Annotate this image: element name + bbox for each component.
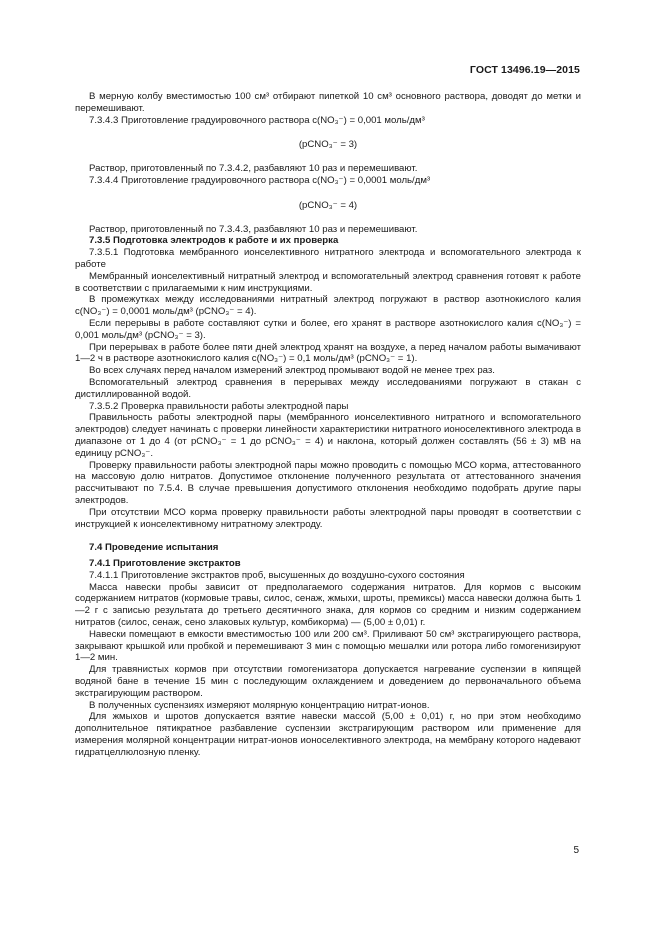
paragraph: Для травянистых кормов при отсутствии гомогенизатора допускается нагревание суспензии в кипящей водяной бане в течение 15 мин с последующим охлаждением и доведением до первоначального объема экстрагирующим раствором. xyxy=(75,664,581,699)
paragraph: Вспомогательный электрод сравнения в перерывах между исследованиями погружают в стакан с дистиллированной водой. xyxy=(75,376,581,400)
formula-pc-4: (pCNO₃⁻ = 4) xyxy=(298,199,358,211)
paragraph: При перерывах в работе более пяти дней электрод хранят на воздухе, а перед началом работы вымачивают 1—2 ч в растворе азотнокислого калия c(NO₃⁻) = 0,1 моль/дм³ (pCNO₃⁻ = 1). xyxy=(75,341,581,365)
page-number: 5 xyxy=(573,845,579,856)
paragraph: Мембранный ионселективный нитратный электрод и вспомогательный электрод сравнения готовят к работе в соответствии с прилагаемыми к ним инструкциями. xyxy=(75,270,581,294)
clause-7-3-4-3: 7.3.4.3 Приготовление градуировочного раствора c(NO₃⁻) = 0,001 моль/дм³ xyxy=(89,114,425,126)
heading-7-3-5: 7.3.5 Подготовка электродов к работе и их проверка xyxy=(89,235,339,247)
paragraph: При отсутствии МСО корма проверку правильности работы электродной пары проводят в соответствии с инструкцией к ионселективному нитратному электроду. xyxy=(75,506,581,530)
heading-7-4-1: 7.4.1 Приготовление экстрактов xyxy=(89,558,241,570)
document-body xyxy=(75,91,581,759)
paragraph: Раствор, приготовленный по 7.3.4.2, разбавляют 10 раз и перемешивают. xyxy=(89,163,418,175)
paragraph: Если перерывы в работе составляют сутки и более, его хранят в растворе азотнокислого калия c(NO₃⁻) = 0,001 моль/дм³ (pCNO₃⁻ = 3). xyxy=(75,317,581,341)
paragraph: Для жмыхов и шротов допускается взятие навески массой (5,00 ± 0,01) г, но при этом необходимо дополнительное пятикратное разбавление суспензии экстрагирующим раствором или применение для измерения молярной концентрации нитрат-ионов ионоселективного электрода, на мембрану которого надевают гидратцеллюлозную пленку. xyxy=(75,711,581,758)
paragraph: Навески помещают в емкости вместимостью 100 или 200 см³. Приливают 50 см³ экстрагирующего раствора, закрывают крышкой или пробкой и перемешивают 3 мин с помощью мешалки или ротора либо гомогенизируют 1—2 мин. xyxy=(75,628,581,664)
formula-pc-3: (pCNO₃⁻ = 3) xyxy=(298,139,358,151)
clause-7-4-1-1: 7.4.1.1 Приготовление экстрактов проб, высушенных до воздушно-сухого состояния xyxy=(89,569,465,581)
clause-7-3-5-1: 7.3.5.1 Подготовка мембранного ионселективного нитратного электрода и вспомогательного электрода к работе xyxy=(75,247,581,270)
paragraph: Масса навески пробы зависит от предполагаемого содержания нитратов. Для кормов с высоким содержанием нитратов (кормовые травы, силос, сенаж, жмыхи, шроты, премиксы) масса навески должна быть 1—2 г с записью результата до третьего десятичного знака, для кормов со средним и низким содержанием нитратов (силос, сенаж, сено злаковых культур, комбикорма) — (5,00 ± 0,01) г. xyxy=(75,581,581,629)
paragraph: Проверку правильности работы электродной пары можно проводить с помощью МСО корма, аттестованного на массовую долю нитратов. Допустимое отклонение полученного результата от аттестованного значения рассчитывают по 7.5.4. В случае превышения допустимого отклонения необходимо подобрать другие пары электродов. xyxy=(75,459,581,506)
clause-7-3-4-4: 7.3.4.4 Приготовление градуировочного раствора c(NO₃⁻) = 0,0001 моль/дм³ xyxy=(89,174,431,186)
clause-7-3-5-2: 7.3.5.2 Проверка правильности работы электродной пары xyxy=(89,400,349,412)
paragraph: В промежутках между исследованиями нитратный электрод погружают в раствор азотнокислого калия c(NO₃⁻) = 0,0001 моль/дм³ (pCNO₃⁻ = 4). xyxy=(75,294,581,318)
paragraph: Раствор, приготовленный по 7.3.4.3, разбавляют 10 раз и перемешивают. xyxy=(89,223,418,235)
paragraph: В полученных суспензиях измеряют молярную концентрацию нитрат-ионов. xyxy=(89,699,430,711)
paragraph: Во всех случаях перед началом измерений электрод промывают водой не менее трех раз. xyxy=(89,365,495,377)
heading-7-4: 7.4 Проведение испытания xyxy=(89,542,219,554)
paragraph: Правильность работы электродной пары (мембранного ионселективного нитратного и вспомогательного электродов) следует начинать с проверки линейности характеристики нитратного ионоселективного электрода в диапазоне от 1 до 4 (от pCNO₃⁻ = 1 до pCNO₃⁻ = 4) и наклона, который должен составлять (56 ± 3) мВ на единицу pCNO₃⁻. xyxy=(75,412,581,459)
paragraph: В мерную колбу вместимостью 100 см³ отбирают пипеткой 10 см³ основного раствора, доводят до метки и перемешивают. xyxy=(75,91,581,114)
standard-header: ГОСТ 13496.19—2015 xyxy=(469,64,580,76)
